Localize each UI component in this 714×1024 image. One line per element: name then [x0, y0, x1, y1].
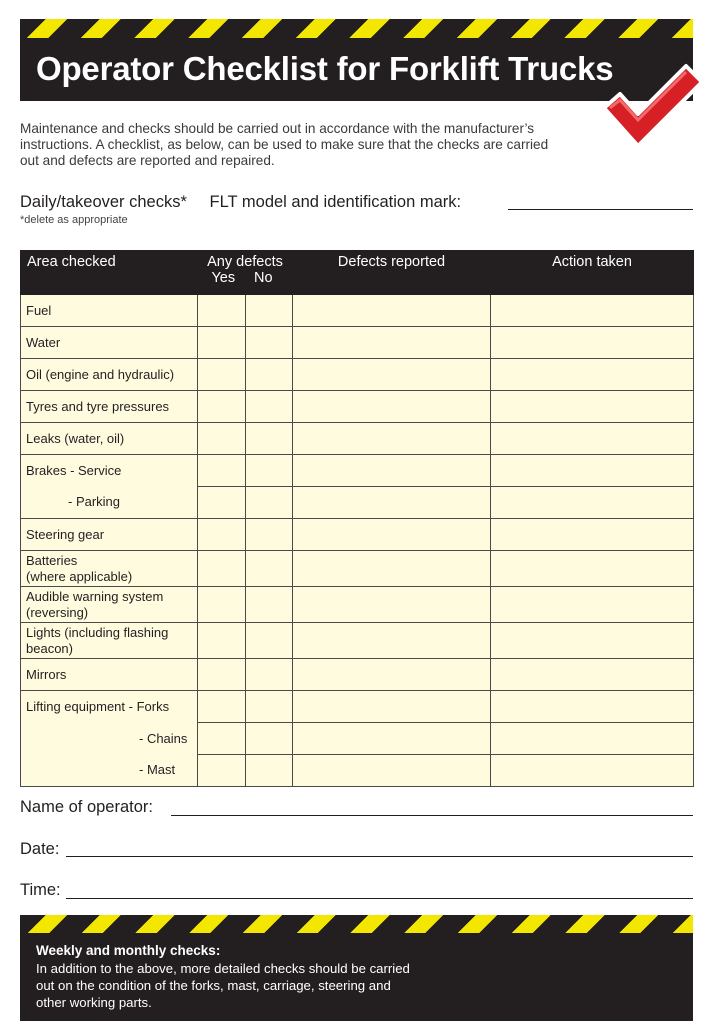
reported-cell[interactable]: [293, 659, 491, 691]
yes-cell[interactable]: [198, 487, 246, 519]
row-label: Mirrors: [21, 659, 198, 691]
row-label: Leaks (water, oil): [21, 423, 198, 455]
flt-id-field[interactable]: [508, 209, 693, 210]
intro-line: Maintenance and checks should be carried out in accordance with the manufacturer’s: [20, 121, 535, 136]
table-row: [21, 455, 694, 487]
action-cell[interactable]: [491, 487, 694, 519]
action-cell[interactable]: [491, 551, 694, 587]
table-row: [21, 519, 694, 551]
table-row: [21, 755, 694, 787]
no-cell[interactable]: [246, 519, 293, 551]
row-label: - Mast: [21, 755, 198, 787]
reported-cell[interactable]: [293, 487, 491, 519]
red-checkmark-icon: [600, 62, 704, 150]
no-cell[interactable]: [246, 659, 293, 691]
row-label: - Parking: [21, 487, 198, 519]
table-row: [21, 487, 694, 519]
action-cell[interactable]: [491, 359, 694, 391]
yes-cell[interactable]: [198, 295, 246, 327]
reported-cell[interactable]: [293, 551, 491, 587]
yes-cell[interactable]: [198, 551, 246, 587]
yes-cell[interactable]: [198, 755, 246, 787]
intro-line: instructions. A checklist, as below, can be used to make sure that the checks are carried: [20, 137, 549, 152]
action-cell[interactable]: [491, 623, 694, 659]
table-row: [21, 723, 694, 755]
reported-cell[interactable]: [293, 295, 491, 327]
row-label: Brakes - Service: [21, 455, 198, 487]
time-label: Time:: [20, 881, 61, 899]
yes-cell[interactable]: [198, 327, 246, 359]
no-cell[interactable]: [246, 391, 293, 423]
hazard-stripe-bottom: [20, 915, 693, 934]
table-row: [21, 691, 694, 723]
flt-label: FLT model and identification mark:: [209, 193, 462, 211]
header-area: Area checked: [21, 251, 198, 295]
date-label: Date:: [20, 840, 60, 858]
intro-line: out and defects are reported and repaired.: [20, 153, 275, 168]
reported-cell[interactable]: [293, 455, 491, 487]
action-cell[interactable]: [491, 391, 694, 423]
table-row: [21, 587, 694, 623]
header-no: No: [254, 270, 273, 286]
yes-cell[interactable]: [198, 455, 246, 487]
checklist-table: [20, 250, 694, 787]
row-label: Audible warning system (reversing): [21, 587, 198, 623]
header-defects: [198, 251, 293, 295]
table-row: [21, 659, 694, 691]
header-row: [21, 251, 694, 295]
row-label: Oil (engine and hydraulic): [21, 359, 198, 391]
row-label: Batteries (where applicable): [21, 551, 198, 587]
header-action: Action taken: [491, 251, 694, 295]
reported-cell[interactable]: [293, 327, 491, 359]
table-row: [21, 623, 694, 659]
page-title: Operator Checklist for Forklift Trucks: [36, 50, 614, 87]
reported-cell[interactable]: [293, 519, 491, 551]
yes-cell[interactable]: [198, 519, 246, 551]
no-cell[interactable]: [246, 755, 293, 787]
weekly-checks-box: [20, 933, 693, 1021]
table-row: [21, 423, 694, 455]
reported-cell[interactable]: [293, 623, 491, 659]
yes-cell[interactable]: [198, 391, 246, 423]
table-row: [21, 295, 694, 327]
weekly-heading: Weekly and monthly checks:: [36, 943, 221, 958]
date-field[interactable]: [66, 856, 693, 857]
action-cell[interactable]: [491, 587, 694, 623]
action-cell[interactable]: [491, 455, 694, 487]
weekly-line: In addition to the above, more detailed checks should be carried: [36, 961, 410, 976]
table-row: [21, 391, 694, 423]
row-label: Tyres and tyre pressures: [21, 391, 198, 423]
operator-label: Name of operator:: [20, 798, 153, 816]
yes-cell[interactable]: [198, 659, 246, 691]
reported-cell[interactable]: [293, 691, 491, 723]
no-cell[interactable]: [246, 359, 293, 391]
no-cell[interactable]: [246, 551, 293, 587]
action-cell[interactable]: [491, 519, 694, 551]
yes-cell[interactable]: [198, 691, 246, 723]
action-cell[interactable]: [491, 295, 694, 327]
yes-cell[interactable]: [198, 587, 246, 623]
time-field[interactable]: [66, 898, 693, 899]
weekly-text: [36, 960, 410, 1011]
yes-cell[interactable]: [198, 723, 246, 755]
delete-note: *delete as appropriate: [20, 214, 128, 226]
no-cell[interactable]: [246, 327, 293, 359]
table-row: [21, 327, 694, 359]
title-banner: [20, 38, 693, 101]
row-label: Fuel: [21, 295, 198, 327]
intro-text: [20, 121, 610, 169]
action-cell[interactable]: [491, 691, 694, 723]
check-type-row: [20, 193, 461, 212]
reported-cell[interactable]: [293, 587, 491, 623]
reported-cell[interactable]: [293, 391, 491, 423]
row-label: Lights (including flashing beacon): [21, 623, 198, 659]
no-cell[interactable]: [246, 487, 293, 519]
header-defects-label: Any defects: [207, 254, 283, 270]
hazard-stripe-top: [20, 19, 693, 38]
no-cell[interactable]: [246, 691, 293, 723]
reported-cell[interactable]: [293, 423, 491, 455]
row-label: Water: [21, 327, 198, 359]
header-reported: Defects reported: [293, 251, 491, 295]
row-label: Lifting equipment - Forks: [21, 691, 198, 723]
no-cell[interactable]: [246, 295, 293, 327]
action-cell[interactable]: [491, 327, 694, 359]
row-label: - Chains: [21, 723, 198, 755]
no-cell[interactable]: [246, 723, 293, 755]
yes-cell[interactable]: [198, 423, 246, 455]
check-type-label: Daily/takeover checks*: [20, 193, 187, 211]
operator-field[interactable]: [171, 815, 693, 816]
no-cell[interactable]: [246, 623, 293, 659]
no-cell[interactable]: [246, 423, 293, 455]
yes-cell[interactable]: [198, 623, 246, 659]
no-cell[interactable]: [246, 587, 293, 623]
action-cell[interactable]: [491, 723, 694, 755]
no-cell[interactable]: [246, 455, 293, 487]
weekly-line: out on the condition of the forks, mast, carriage, steering and: [36, 978, 391, 993]
weekly-line: other working parts.: [36, 995, 152, 1010]
reported-cell[interactable]: [293, 359, 491, 391]
header-yes: Yes: [211, 270, 236, 286]
row-label: Steering gear: [21, 519, 198, 551]
table-row: [21, 551, 694, 587]
action-cell[interactable]: [491, 659, 694, 691]
action-cell[interactable]: [491, 423, 694, 455]
table-row: [21, 359, 694, 391]
reported-cell[interactable]: [293, 723, 491, 755]
action-cell[interactable]: [491, 755, 694, 787]
yes-cell[interactable]: [198, 359, 246, 391]
reported-cell[interactable]: [293, 755, 491, 787]
